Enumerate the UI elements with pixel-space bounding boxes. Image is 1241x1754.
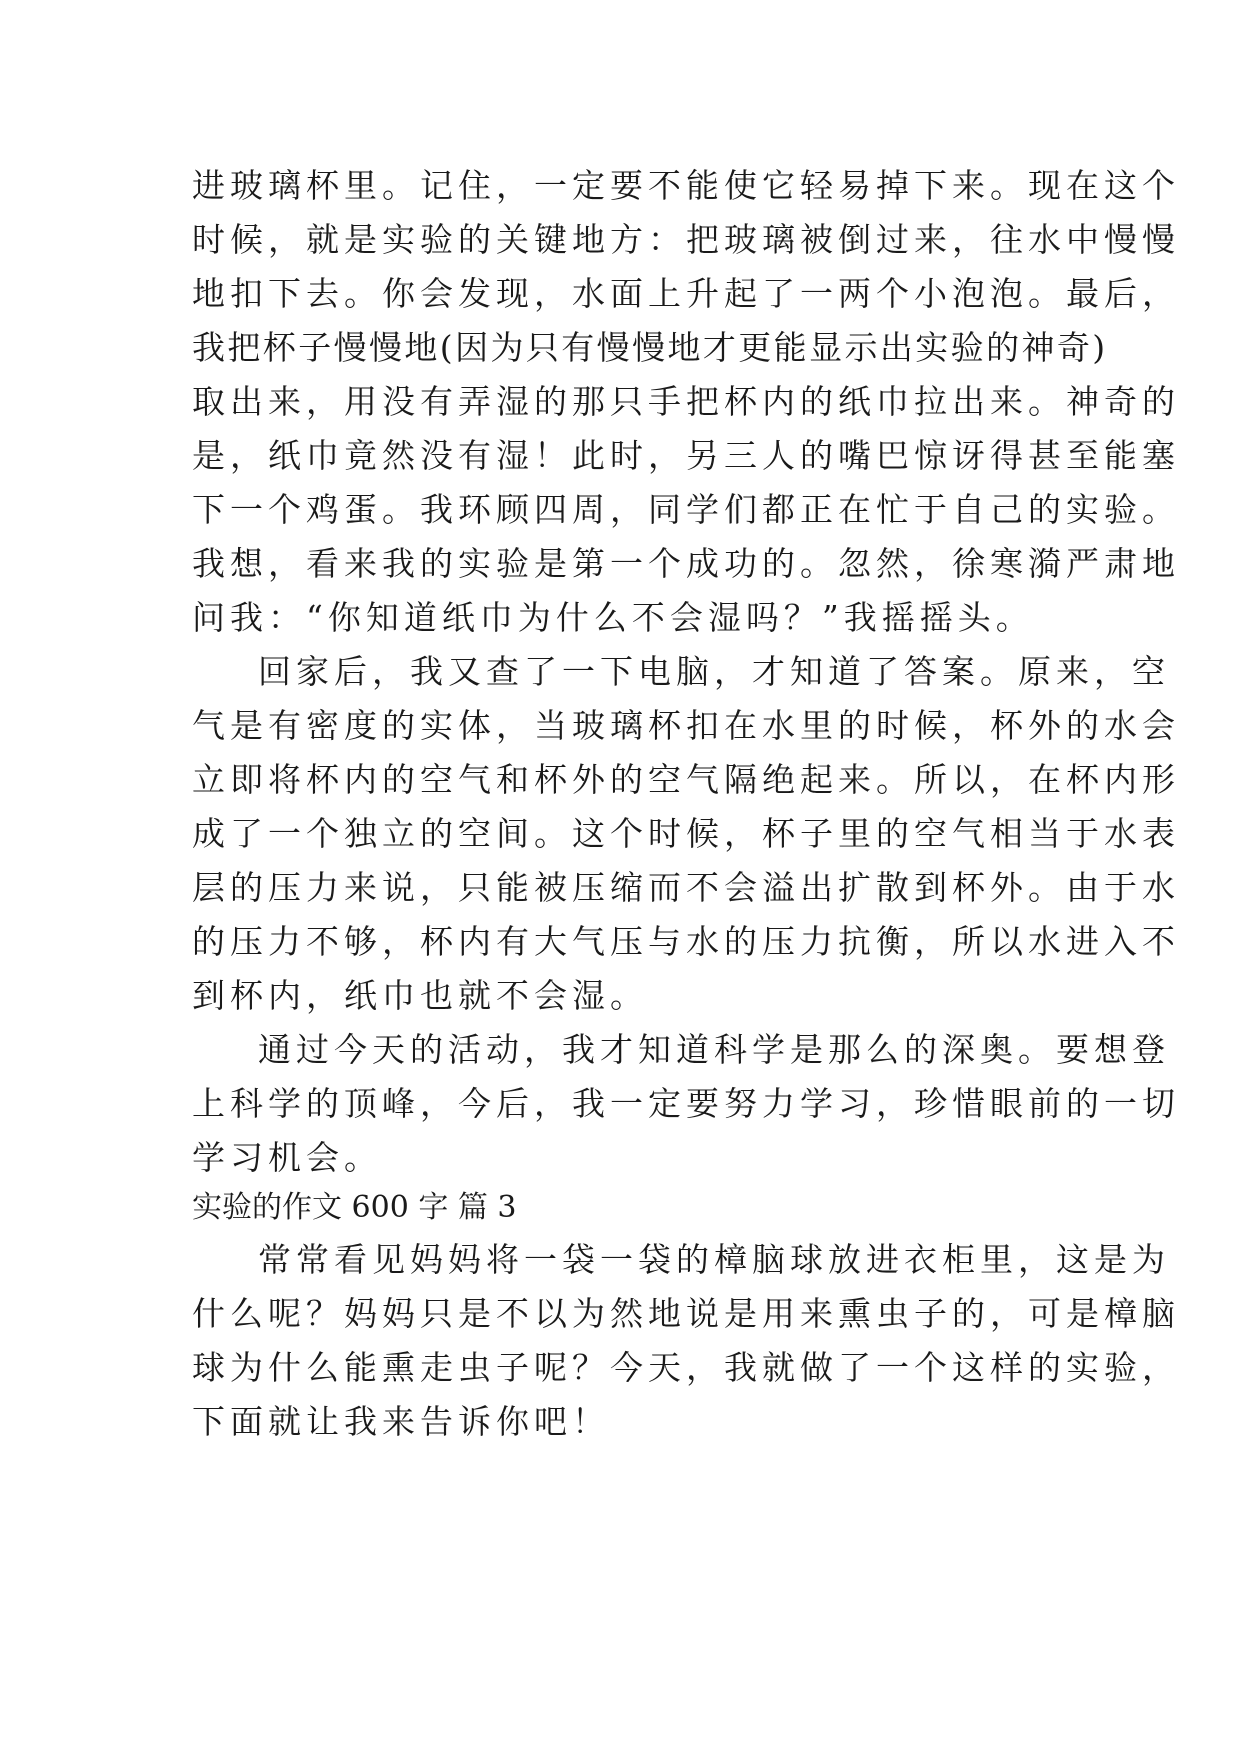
text-line: 取出来，用没有弄湿的那只手把杯内的纸巾拉出来。神奇的: [192, 382, 1180, 421]
text-line: 什么呢？妈妈只是不以为然地说是用来熏虫子的，可是樟脑: [192, 1294, 1180, 1333]
text-line: 气是有密度的实体，当玻璃杯扣在水里的时候，杯外的水会: [192, 706, 1180, 745]
text-line: 问我：“你知道纸巾为什么不会湿吗？”我摇摇头。: [192, 598, 1034, 637]
text-line: 是，纸巾竟然没有湿！此时，另三人的嘴巴惊讶得甚至能塞: [192, 436, 1180, 475]
text-line: 的压力不够，杯内有大气压与水的压力抗衡，所以水进入不: [192, 922, 1180, 961]
text-line: 时候，就是实验的关键地方：把玻璃被倒过来，往水中慢慢: [192, 220, 1180, 259]
text-line: 学习机会。: [192, 1138, 382, 1177]
text-line: 层的压力来说，只能被压缩而不会溢出扩散到杯外。由于水: [192, 868, 1180, 907]
text-line: 下面就让我来告诉你吧！: [192, 1402, 610, 1441]
text-line: 进玻璃杯里。记住，一定要不能使它轻易掉下来。现在这个: [192, 166, 1180, 205]
text-line: 上科学的顶峰，今后，我一定要努力学习，珍惜眼前的一切: [192, 1084, 1180, 1123]
text-line: 地扣下去。你会发现，水面上升起了一两个小泡泡。最后，: [192, 274, 1180, 313]
text-line: 到杯内，纸巾也就不会湿。: [192, 976, 648, 1015]
paragraph-first-line: 通过今天的活动，我才知道科学是那么的深奥。要想登: [258, 1030, 1170, 1069]
text-line: 下一个鸡蛋。我环顾四周，同学们都正在忙于自己的实验。: [192, 490, 1180, 529]
section-heading: 实验的作文 600 字 篇 3: [192, 1190, 517, 1225]
text-line: 成了一个独立的空间。这个时候，杯子里的空气相当于水表: [192, 814, 1180, 853]
paragraph-first-line: 常常看见妈妈将一袋一袋的樟脑球放进衣柜里，这是为: [258, 1240, 1170, 1279]
text-line: 立即将杯内的空气和杯外的空气隔绝起来。所以，在杯内形: [192, 760, 1180, 799]
text-line: 我想，看来我的实验是第一个成功的。忽然，徐寒漪严肃地: [192, 544, 1180, 583]
text-line: 球为什么能熏走虫子呢？今天，我就做了一个这样的实验，: [192, 1348, 1180, 1387]
text-line: 我把杯子慢慢地(因为只有慢慢地才更能显示出实验的神奇): [192, 328, 1108, 367]
paragraph-first-line: 回家后，我又查了一下电脑，才知道了答案。原来，空: [258, 652, 1170, 691]
